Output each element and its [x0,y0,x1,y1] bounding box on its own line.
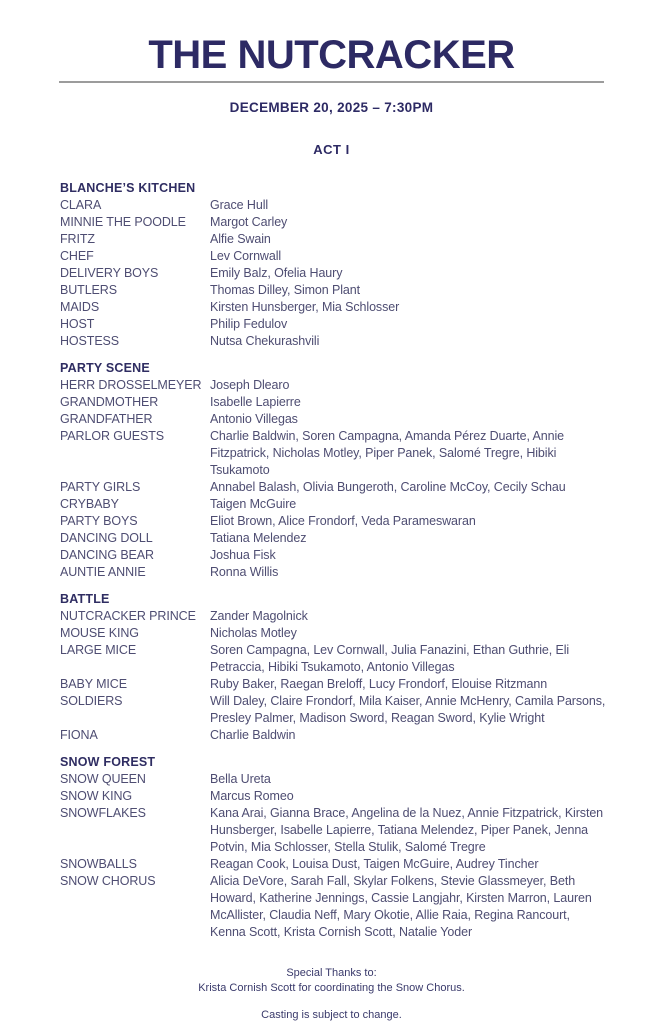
cast-row [60,693,608,727]
role-name: HOSTESS [60,334,120,348]
performer-names: Joshua Fisk [210,548,276,562]
section-rows [60,377,608,581]
role-name: PARLOR GUESTS [60,429,165,443]
performer-names: Kana Arai, Gianna Brace, Angelina de la Nuez, Annie Fitzpatrick, Kirsten Hunsberger, Isabelle Lapierre, Tatiana Melendez, Piper Panek, Jenna Potvin, Mia Schlosser, Stella Stulik, Salomé Tregre [210,806,604,854]
performer-names: Taigen McGuire [210,497,297,511]
cast-row [60,771,608,788]
performer-names: Charlie Baldwin [210,728,296,742]
act-heading: ACT I [313,142,350,157]
performer-names: Bella Ureta [210,772,271,786]
performer-names: Will Daley, Claire Frondorf, Mila Kaiser, Annie McHenry, Camila Parsons, Presley Palmer, Madison Sword, Reagan Sword, Kylie Wright [210,694,606,725]
performer-names: Philip Fedulov [210,317,288,331]
performer-names: Thomas Dilley, Simon Plant [210,283,361,297]
cast-row [60,496,608,513]
cast-row [60,214,608,231]
performer-names: Alicia DeVore, Sarah Fall, Skylar Folkens, Stevie Glassmeyer, Beth Howard, Katherine Jennings, Cassie Langjahr, Kirsten Marron, Lauren McAllister, Claudia Neff, Mary Okotie, Allie Raia, Regina Rancourt, Kenna Scott, Krista Cornish Scott, Natalie Yoder [210,874,592,939]
cast-row [60,873,608,941]
cast-row [60,856,608,873]
role-name: SNOW CHORUS [60,874,156,888]
performer-names: Ronna Willis [210,565,279,579]
performer-names: Marcus Romeo [210,789,294,803]
performer-names: Nicholas Motley [210,626,297,640]
performer-names: Ruby Baker, Raegan Breloff, Lucy Frondorf, Elouise Ritzmann [210,677,548,691]
cast-row [60,676,608,693]
section-title: SNOW FOREST [60,755,156,769]
role-name: MINNIE THE POODLE [60,215,186,229]
role-name: LARGE MICE [60,643,137,657]
role-name: MAIDS [60,300,100,314]
section-title: BLANCHE’S KITCHEN [60,181,196,195]
role-name: SOLDIERS [60,694,123,708]
cast-row [60,197,608,214]
role-name: BABY MICE [60,677,127,691]
role-name: GRANDFATHER [60,412,153,426]
program-footer [0,966,663,1023]
program-title: THE NUTCRACKER [148,33,515,77]
performance-datetime: DECEMBER 20, 2025 – 7:30PM [229,100,434,115]
cast-row [60,333,608,350]
performer-names: Isabelle Lapierre [210,395,301,409]
performer-names: Annabel Balash, Olivia Bungeroth, Caroline McCoy, Cecily Schau [210,480,566,494]
cast-row [60,727,608,744]
cast-row [60,377,608,394]
cast-row [60,316,608,333]
role-name: GRANDMOTHER [60,395,159,409]
performer-names: Kirsten Hunsberger, Mia Schlosser [210,300,400,314]
section-rows [60,771,608,941]
cast-row [60,248,608,265]
role-name: BUTLERS [60,283,117,297]
role-name: CHEF [60,249,94,263]
role-name: SNOWBALLS [60,857,137,871]
cast-row [60,411,608,428]
special-thanks-text: Krista Cornish Scott for coordinating the Snow Chorus. [198,982,465,994]
role-name: NUTCRACKER PRINCE [60,609,196,623]
performer-names: Joseph Dlearo [210,378,290,392]
performer-names: Grace Hull [210,198,269,212]
cast-section [60,360,608,581]
cast-row [60,625,608,642]
cast-list [60,180,608,941]
performer-names: Margot Carley [210,215,288,229]
cast-section [60,754,608,941]
cast-row [60,642,608,676]
performer-names: Soren Campagna, Lev Cornwall, Julia Fanazini, Ethan Guthrie, Eli Petraccia, Hibiki Tsukamoto, Antonio Villegas [210,643,570,674]
role-name: AUNTIE ANNIE [60,565,146,579]
cast-section [60,591,608,744]
role-name: DANCING DOLL [60,531,153,545]
role-name: PARTY BOYS [60,514,138,528]
role-name: HERR DROSSELMEYER [60,378,202,392]
performer-names: Emily Balz, Ofelia Haury [210,266,343,280]
role-name: HOST [60,317,95,331]
cast-row [60,547,608,564]
role-name: FIONA [60,728,98,742]
cast-row [60,394,608,411]
performer-names: Tatiana Melendez [210,531,307,545]
section-title: PARTY SCENE [60,361,150,375]
role-name: MOUSE KING [60,626,139,640]
cast-row [60,299,608,316]
role-name: SNOWFLAKES [60,806,146,820]
cast-row [60,513,608,530]
section-rows [60,197,608,350]
performer-names: Reagan Cook, Louisa Dust, Taigen McGuire, Audrey Tincher [210,857,539,871]
performer-names: Eliot Brown, Alice Frondorf, Veda Parameswaran [210,514,476,528]
performer-names: Antonio Villegas [210,412,298,426]
role-name: CLARA [60,198,102,212]
role-name: DANCING BEAR [60,548,154,562]
cast-row [60,428,608,479]
cast-row [60,282,608,299]
performer-names: Lev Cornwall [210,249,282,263]
role-name: DELIVERY BOYS [60,266,159,280]
cast-row [60,530,608,547]
cast-row [60,788,608,805]
role-name: SNOW KING [60,789,133,803]
performer-names: Charlie Baldwin, Soren Campagna, Amanda Pérez Duarte, Annie Fitzpatrick, Nicholas Motley, Piper Panek, Salomé Tregre, Hibiki Tsukamoto [210,429,565,477]
cast-row [60,231,608,248]
cast-row [60,805,608,856]
title-divider [59,81,604,83]
cast-row [60,608,608,625]
cast-row [60,265,608,282]
role-name: PARTY GIRLS [60,480,141,494]
cast-section [60,180,608,350]
special-thanks-label: Special Thanks to: [286,967,377,979]
role-name: SNOW QUEEN [60,772,146,786]
casting-note: Casting is subject to change. [261,1009,402,1021]
section-title: BATTLE [60,592,110,606]
section-rows [60,608,608,744]
role-name: FRITZ [60,232,95,246]
performer-names: Alfie Swain [210,232,271,246]
performer-names: Nutsa Chekurashvili [210,334,320,348]
cast-row [60,564,608,581]
cast-row [60,479,608,496]
role-name: CRYBABY [60,497,119,511]
performer-names: Zander Magolnick [210,609,308,623]
